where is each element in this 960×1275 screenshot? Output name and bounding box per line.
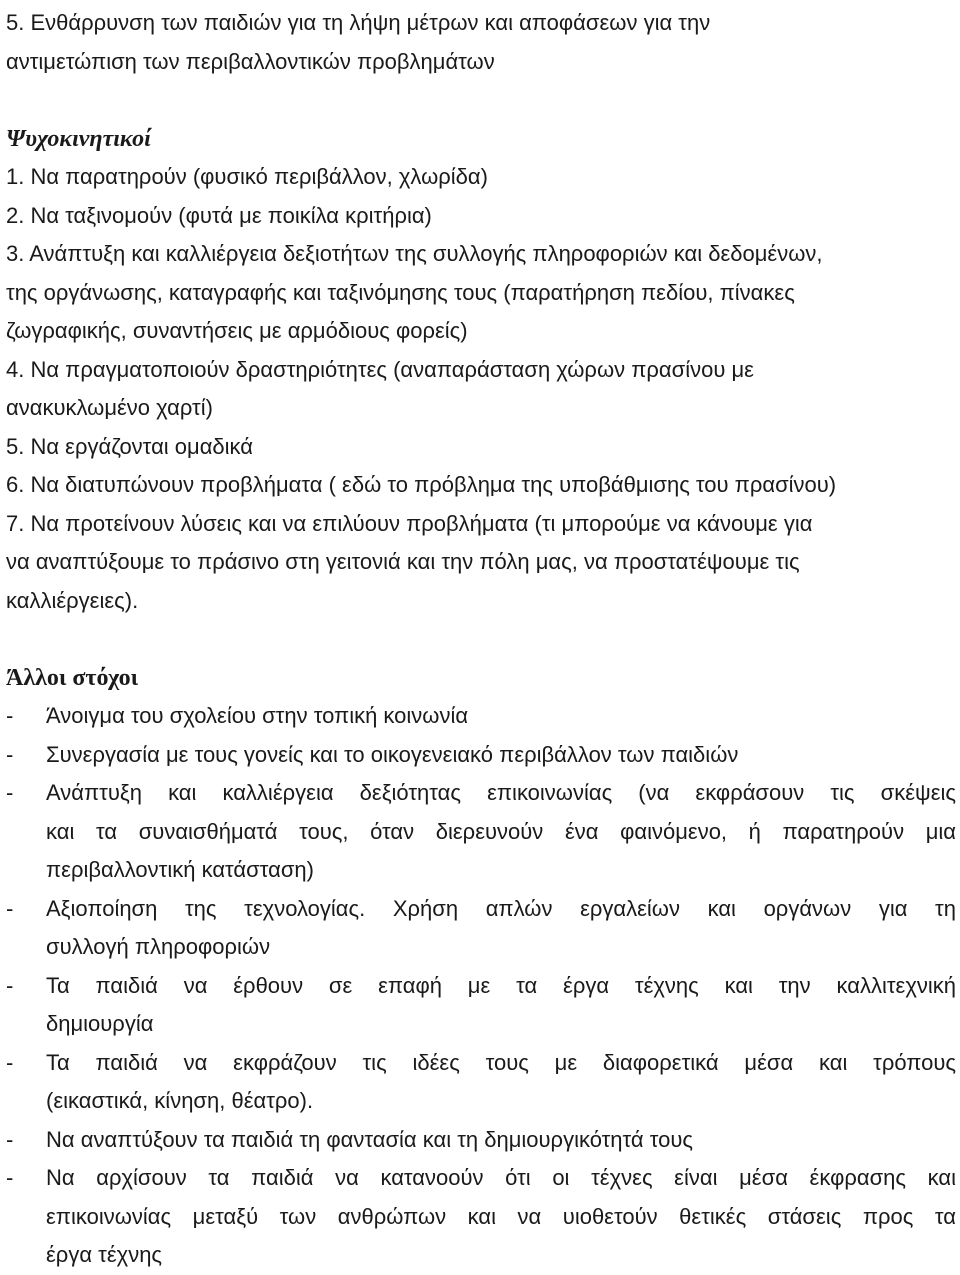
bullet-text: Να αρχίσουν τα παιδιά να κατανοούν ότι οι τέχνες είναι μέσα έκφρασης και: [46, 1165, 956, 1190]
bullet-item: [6, 774, 956, 813]
bullet-item: [6, 736, 956, 775]
list-item: 1. Να παρατηρούν (φυσικό περιβάλλον, χλωρίδα): [6, 164, 488, 189]
list-item: 4. Να πραγματοποιούν δραστηριότητες (αναπαράσταση χώρων πρασίνου με: [6, 356, 754, 382]
bullet-dash: -: [6, 895, 14, 921]
list-item: 7. Να προτείνουν λύσεις και να επιλύουν προβλήματα (τι μπορούμε να κάνουμε για: [6, 510, 813, 536]
bullet-text: Αξιοποίηση της τεχνολογίας. Χρήση απλών εργαλείων και οργάνων για τη: [46, 895, 956, 921]
list-item: 2. Να ταξινομούν (φυτά με ποικίλα κριτήρια): [6, 202, 432, 228]
bullet-dash: -: [6, 1126, 14, 1152]
bullet-item: [6, 967, 956, 1006]
document-page: [6, 4, 956, 1275]
bullet-item: [6, 1121, 956, 1160]
bullet-dash: -: [6, 1049, 14, 1075]
bullet-continuation: συλλογή πληροφοριών: [46, 934, 271, 959]
bullet-text: Τα παιδιά να εκφράζουν τις ιδέες τους με διαφορετικά μέσα και τρόπους: [46, 1049, 956, 1075]
list-item: 6. Να διατυπώνουν προβλήματα ( εδώ το πρόβλημα της υποβάθμισης του πρασίνου): [6, 472, 837, 497]
bullet-text: Άνοιγμα του σχολείου στην τοπική κοινωνία: [46, 703, 469, 728]
text-line: αντιμετώπιση των περιβαλλοντικών προβλημάτων: [6, 48, 495, 74]
list-item-continuation: καλλιέργειες).: [6, 587, 139, 613]
section-heading-other-goals: Άλλοι στόχοι: [6, 664, 139, 691]
bullet-text: Να αναπτύξουν τα παιδιά τη φαντασία και τη δημιουργικότητά τους: [46, 1126, 694, 1152]
list-item-continuation: ζωγραφικής, συναντήσεις με αρμόδιους φορείς): [6, 318, 468, 343]
bullet-dash: -: [6, 1165, 14, 1190]
bullet-continuation: επικοινωνίας μεταξύ των ανθρώπων και να υιοθετούν θετικές στάσεις προς τα: [46, 1203, 956, 1229]
bullet-item: [6, 1044, 956, 1083]
bullet-text: Συνεργασία με τους γονείς και το οικογενειακό περιβάλλον των παιδιών: [46, 741, 739, 767]
bullet-dash: -: [6, 780, 14, 805]
list-item-continuation: της οργάνωσης, καταγραφής και ταξινόμησης τους (παρατήρηση πεδίου, πίνακες: [6, 279, 795, 305]
text-line: 5. Ενθάρρυνση των παιδιών για τη λήψη μέτρων και αποφάσεων για την: [6, 10, 711, 35]
bullet-dash: -: [6, 741, 14, 767]
list-item-continuation: να αναπτύξουμε το πράσινο στη γειτονιά και την πόλη μας, να προστατέψουμε τις: [6, 549, 800, 574]
bullet-item: [6, 697, 956, 736]
list-item-continuation: ανακυκλωμένο χαρτί): [6, 395, 213, 420]
bullet-continuation: περιβαλλοντική κατάσταση): [46, 857, 314, 882]
bullet-text: Τα παιδιά να έρθουν σε επαφή με τα έργα τέχνης και την καλλιτεχνική: [46, 972, 956, 998]
bullet-continuation: δημιουργία: [46, 1011, 154, 1036]
list-item: 5. Να εργάζονται ομαδικά: [6, 433, 253, 459]
bullet-dash: -: [6, 703, 14, 728]
bullet-dash: -: [6, 972, 14, 998]
bullet-text: Ανάπτυξη και καλλιέργεια δεξιότητας επικοινωνίας (να εκφράσουν τις σκέψεις: [46, 780, 956, 805]
blank-line: [6, 620, 956, 659]
bullet-continuation: και τα συναισθήματά τους, όταν διερευνούν ένα φαινόμενο, ή παρατηρούν μια: [46, 818, 956, 844]
bullet-continuation: (εικαστικά, κίνηση, θέατρο).: [46, 1088, 314, 1113]
list-item: 3. Ανάπτυξη και καλλιέργεια δεξιοτήτων της συλλογής πληροφοριών και δεδομένων,: [6, 241, 823, 266]
blank-line: [6, 81, 956, 120]
bullet-item: [6, 890, 956, 929]
bullet-continuation: έργα τέχνης: [46, 1242, 163, 1267]
section-heading-psychomotor: Ψυχοκινητικοί: [6, 125, 151, 152]
bullet-item: [6, 1159, 956, 1198]
